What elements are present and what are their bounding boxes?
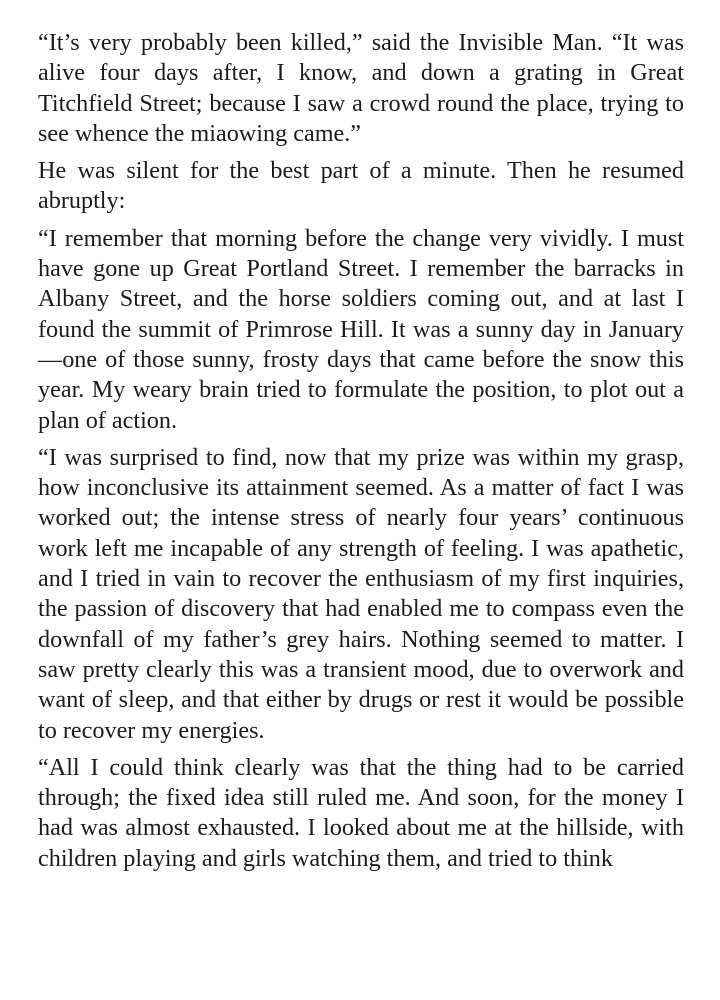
paragraph-silent: He was silent for the best part of a minute. Then he resumed abruptly: — [38, 157, 684, 215]
paragraph-carried-through: “All I could think clearly was that the thing had to be carried through; the fixed idea still ruled me. And soon, for the money I had was almost exhausted. I looked about me at the hillside, with children playing and girls watching them, and tried to think — [38, 753, 684, 872]
paragraph-morning-memory: “I remember that morning before the change very vividly. I must have gone up Great Portland Street. I remember the barracks in Albany Street, and the horse soldiers coming out, and at last I found the summit of Primrose Hill. It was a sunny day in January—one of those sunny, frosty days that came before the snow this year. My weary brain tried to formulate the position, to plot out a plan of action. — [38, 224, 684, 434]
paragraph-surprised: “I was surprised to find, now that my prize was within my grasp, how inconclusive its attainment seemed. As a matter of fact I was worked out; the intense stress of nearly four years’ continuous work left me incapable of any strength of feeling. I was apathetic, and I tried in vain to recover the enthusiasm of my first inquiries, the passion of discovery that had enabled me to compass even the downfall of my father’s grey hairs. Nothing seemed to matter. I saw pretty clearly this was a transient mood, due to overwork and want of sleep, and that either by drugs or rest it would be possible to recover my energies. — [38, 443, 684, 744]
paragraph-cat-killed: “It’s very probably been killed,” said the Invisible Man. “It was alive four days after, I know, and down a grating in Great Titchfield Street; because I saw a crowd round the place, trying to see whence the miaowing came.” — [38, 29, 684, 147]
